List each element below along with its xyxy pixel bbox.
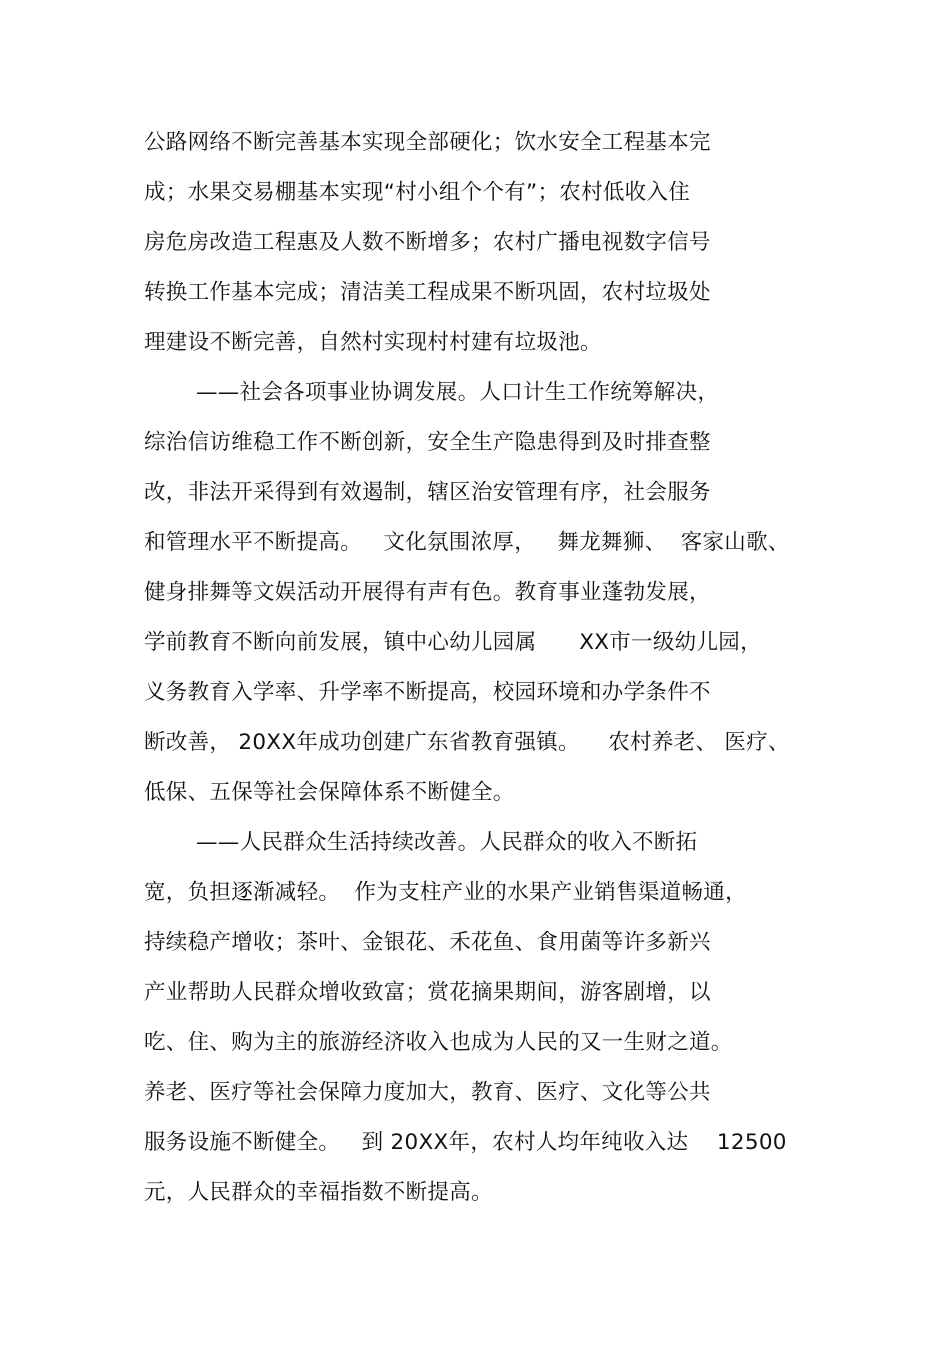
text-line: 房危房改造工程惠及人数不断增多；农村广播电视数字信号 <box>144 230 711 255</box>
text-line: 低保、五保等社会保障体系不断健全。 <box>144 780 515 805</box>
text-line: 吃、住、购为主的旅游经济收入也成为人民的又一生财之道。 <box>144 1030 733 1055</box>
text-line: 宽，负担逐渐减轻。 作为支柱产业的水果产业销售渠道畅通， <box>144 880 747 905</box>
text-line: 健身排舞等文娱活动开展得有声有色。教育事业蓬勃发展， <box>144 580 711 605</box>
text-line: 义务教育入学率、升学率不断提高，校园环境和办学条件不 <box>144 680 711 705</box>
text-line: 持续稳产增收；茶叶、金银花、禾花鱼、食用菌等许多新兴 <box>144 930 711 955</box>
text-line: 理建设不断完善，自然村实现村村建有垃圾池。 <box>144 330 602 355</box>
text-line: 和管理水平不断提高。 文化氛围浓厚， 舞龙舞狮、 客家山歌、 <box>144 530 790 555</box>
text-line: 服务设施不断健全。 到 20XX年，农村人均年纯收入达 12500 <box>144 1130 787 1155</box>
text-line: 转换工作基本完成；清洁美工程成果不断巩固，农村垃圾处 <box>144 280 711 305</box>
text-line: 成；水果交易棚基本实现“村小组个个有”；农村低收入住 <box>144 180 691 205</box>
text-line: 养老、医疗等社会保障力度加大，教育、医疗、文化等公共 <box>144 1080 711 1105</box>
text-line: 综治信访维稳工作不断创新，安全生产隐患得到及时排查整 <box>144 430 711 455</box>
text-line: 产业帮助人民群众增收致富；赏花摘果期间，游客剧增，以 <box>144 980 711 1005</box>
paragraph-heading-social: ——社会各项事业协调发展。人口计生工作统筹解决， <box>196 380 720 405</box>
text-line: 公路网络不断完善基本实现全部硬化；饮水安全工程基本完 <box>144 130 711 155</box>
text-line: 学前教育不断向前发展，镇中心幼儿园属 XX市一级幼儿园， <box>144 630 762 655</box>
text-line: 断改善， 20XX年成功创建广东省教育强镇。 农村养老、 医疗、 <box>144 730 790 755</box>
text-line: 元，人民群众的幸福指数不断提高。 <box>144 1180 493 1205</box>
paragraph-heading-livelihood: ——人民群众生活持续改善。人民群众的收入不断拓 <box>196 830 698 855</box>
text-line: 改，非法开采得到有效遏制，辖区治安管理有序，社会服务 <box>144 480 711 505</box>
